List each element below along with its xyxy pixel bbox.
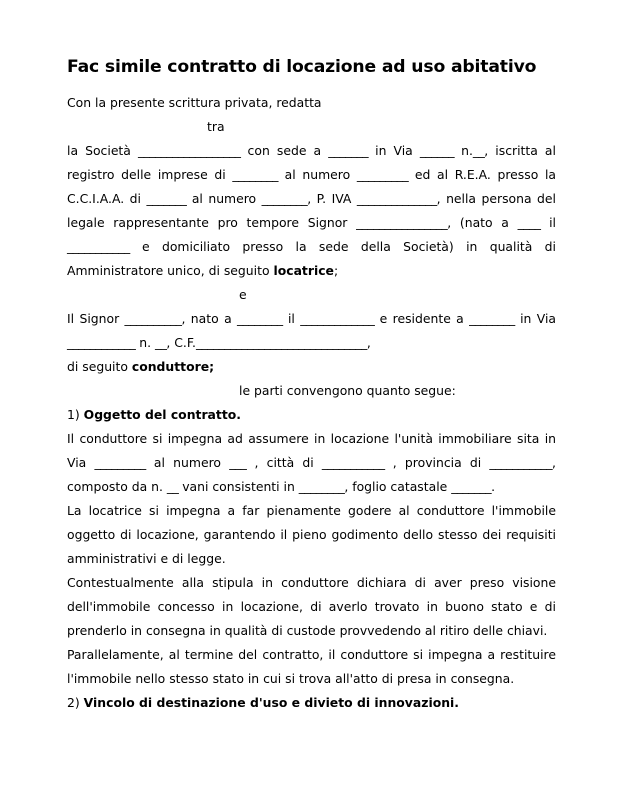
clause-heading-2 — [67, 691, 556, 715]
label-e: e — [239, 287, 247, 302]
blank-signor-legale: ________________ — [356, 215, 448, 230]
page-title: Fac simile contratto di locazione ad uso abitativo — [67, 57, 537, 77]
blank-numero-rea: ________ — [261, 191, 308, 206]
intro-line: Con la presente scrittura privata, redatta — [67, 95, 322, 110]
party-two-role-line: di seguito conduttore; — [67, 359, 215, 374]
blank-provincia: ___________ — [489, 455, 553, 470]
blank-data-nascita-conduttore: _____________ — [300, 311, 375, 326]
clause-heading-1 — [67, 403, 556, 427]
agreement-line: le parti convengono quanto segue: — [239, 383, 456, 398]
role-conduttore: conduttore; — [131, 359, 215, 374]
clause-1-paragraph-1: Il conduttore si impegna ad assumere in locazione l'unità immobiliare sita in Via _________ al numero ___ , città di ___________ , provincia di ___________, composto da n. __ vani consistenti in ________, foglio catastale _______. — [67, 431, 556, 494]
blank-via: ______ — [419, 143, 455, 158]
role-locatrice: locatrice — [273, 263, 334, 278]
blank-via-conduttore: ____________ — [67, 335, 136, 350]
blank-piva: ______________ — [356, 191, 437, 206]
blank-via-immobile: _________ — [94, 455, 146, 470]
label-tra: tra — [207, 119, 225, 134]
blank-data-nascita: ___________ — [67, 239, 130, 254]
clause-number-1: 1) — [67, 407, 84, 422]
party-one-paragraph — [67, 139, 556, 283]
party-two-paragraph: Il Signor __________, nato a ________ il _____________ e residente a ________ in Via ____________ n. __, C.F.______________________________, — [67, 311, 556, 350]
clauses-container — [67, 403, 556, 715]
blank-citta: ___________ — [321, 455, 385, 470]
blank-foglio-catastale: _______ — [451, 479, 492, 494]
blank-numero-immobile: ___ — [229, 455, 247, 470]
blank-societa: __________________ — [137, 143, 241, 158]
blank-vani: __ — [166, 479, 179, 494]
blank-consistenti: ________ — [298, 479, 345, 494]
clause-title-2: Vincolo di destinazione d'uso e divieto di innovazioni. — [83, 695, 459, 710]
blank-civico-conduttore: __ — [155, 335, 167, 350]
blank-nato-a: ____ — [517, 215, 541, 230]
blank-civico: __ — [472, 143, 485, 158]
blank-signor-conduttore: __________ — [124, 311, 182, 326]
party-one-text: la Società __________________ con sede a _______ in Via ______ n.__, iscritta al registro delle imprese di ________ al numero _________ ed al R.E.A. presso la C.C.I.A.A. di _______ al numero ________, P. IVA ______________, nella persona del legale rappresentante pro tempore Signor ________________, (nato a ____ il ___________ e domiciliato presso la sede della Società) in qualità di Amministratore unico, di seguito locatrice; — [67, 143, 557, 278]
clause-number-2: 2) — [67, 695, 84, 710]
clause-1-paragraph-2: La locatrice si impegna a far pienamente godere al conduttore l'immobile oggetto di locazione, garantendo il pieno godimento dello stesso dei requisiti amministrativi e di legge. — [67, 503, 556, 566]
blank-cciaa: _______ — [146, 191, 187, 206]
blank-sede: _______ — [328, 143, 369, 158]
clause-1-paragraph-4: Parallelamente, al termine del contratto, il conduttore si impegna a restituire l'immobile nello stesso stato in cui si trova all'atto di presa in consegna. — [67, 647, 556, 686]
clause-1-paragraph-3: Contestualmente alla stipula in conduttore dichiara di aver preso visione dell'immobile concesso in locazione, di averlo trovato in buono stato e di prenderlo in consegna in qualità di custode provvedendo al ritiro delle chiavi. — [67, 575, 556, 638]
blank-residente: ________ — [469, 311, 515, 326]
blank-codice-fiscale: ______________________________ — [195, 335, 367, 350]
blank-imprese: ________ — [232, 167, 278, 182]
clause-title-1: Oggetto del contratto. — [83, 407, 241, 422]
blank-nato-a-conduttore: ________ — [237, 311, 283, 326]
blank-numero-imprese: _________ — [356, 167, 409, 182]
